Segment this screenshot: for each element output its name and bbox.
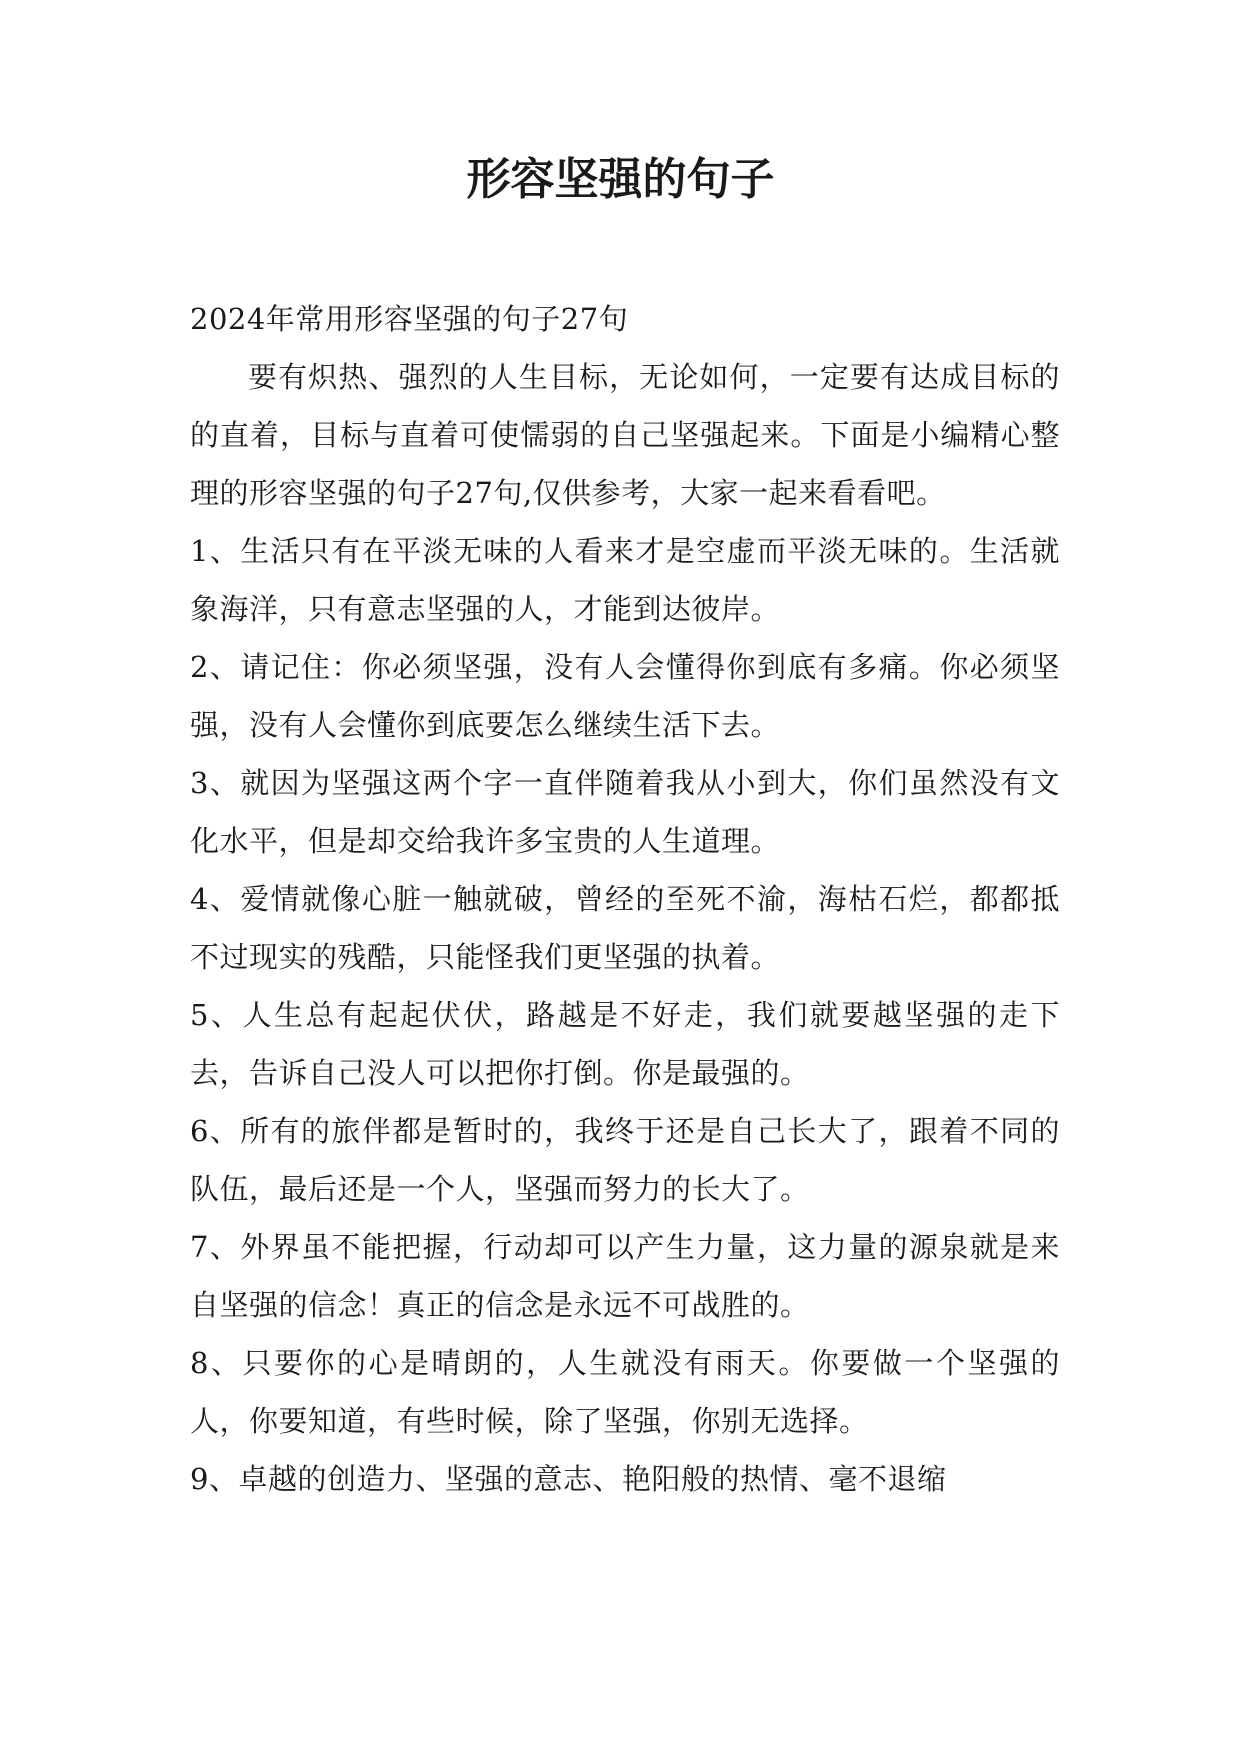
document-body [190,290,1060,1508]
list-item: 1、生活只有在平淡无味的人看来才是空虚而平淡无味的。生活就象海洋，只有意志坚强的人，才能到达彼岸。 [190,534,1060,626]
intro-paragraph: 要有炽热、强烈的人生目标，无论如何，一定要有达成目标的的直着，目标与直着可使懦弱的自己坚强起来。下面是小编精心整理的形容坚强的句子27句,仅供参考，大家一起来看看吧。 [190,360,1060,510]
list-item: 2、请记住：你必须坚强，没有人会懂得你到底有多痛。你必须坚强，没有人会懂你到底要怎么继续生活下去。 [190,650,1060,742]
list-item: 9、卓越的创造力、坚强的意志、艳阳般的热情、毫不退缩 [190,1462,947,1496]
list-item: 4、爱情就像心脏一触就破，曾经的至死不渝，海枯石烂，都都抵不过现实的残酷，只能怪我们更坚强的执着。 [190,882,1060,974]
list-item: 3、就因为坚强这两个字一直伴随着我从小到大，你们虽然没有文化水平，但是却交给我许多宝贵的人生道理。 [190,766,1060,858]
list-item: 7、外界虽不能把握，行动却可以产生力量，这力量的源泉就是来自坚强的信念！真正的信念是永远不可战胜的。 [190,1230,1060,1322]
list-item: 5、人生总有起起伏伏，路越是不好走，我们就要越坚强的走下去，告诉自己没人可以把你打倒。你是最强的。 [190,998,1060,1090]
document-subtitle: 2024年常用形容坚强的句子27句 [190,302,629,336]
document-title: 形容坚强的句子 [466,154,775,205]
list-item: 8、只要你的心是晴朗的，人生就没有雨天。你要做一个坚强的人，你要知道，有些时候，除了坚强，你别无选择。 [190,1346,1060,1438]
list-item: 6、所有的旅伴都是暂时的，我终于还是自己长大了，跟着不同的队伍，最后还是一个人，坚强而努力的长大了。 [190,1114,1060,1206]
